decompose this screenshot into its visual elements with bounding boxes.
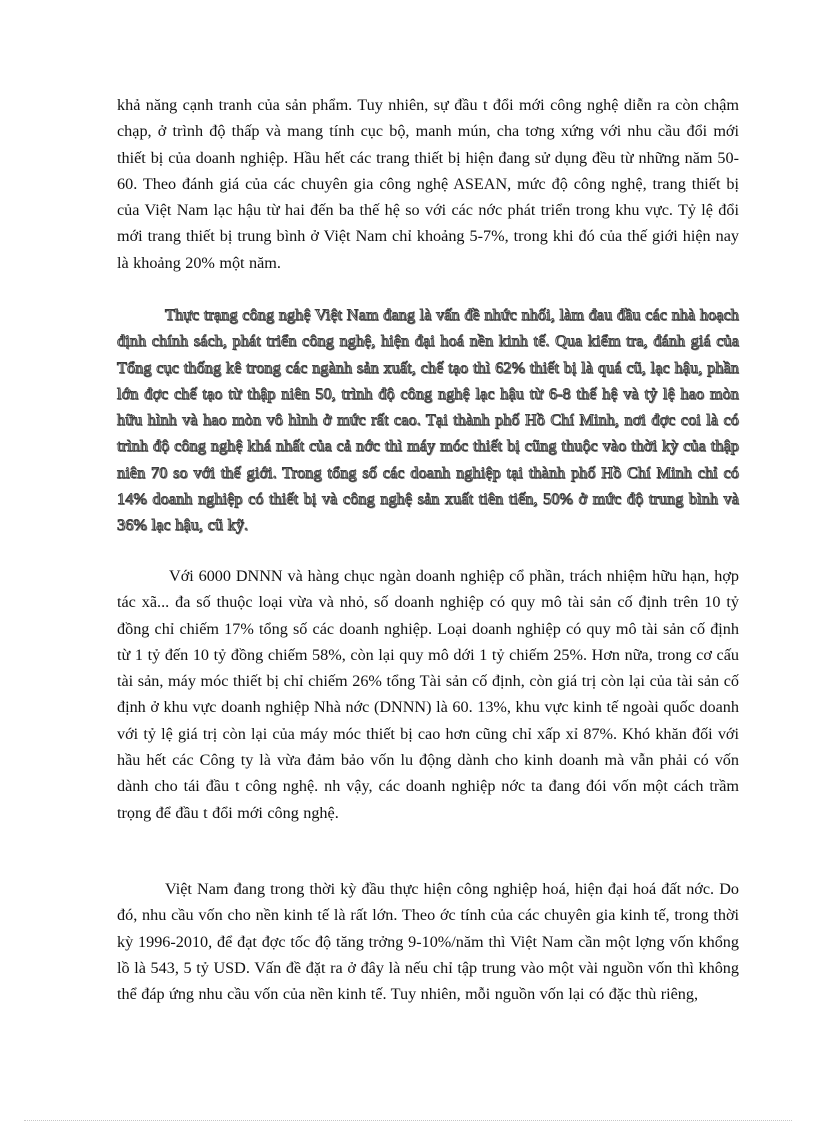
paragraph-enterprise-assets: Với 6000 DNNN và hàng chục ngàn doanh nghiệp cổ phần, trách nhiệm hữu hạn, hợp tác xã... đa số thuộc loại vừa và nhỏ, số doanh nghiệp có quy mô tài sản cố định trên 10 tỷ đồng chỉ chiếm 17% tổng số các doanh nghiệp. Loại doanh nghiệp có quy mô tài sản cố định từ 1 tỷ đến 10 tỷ đồng chiếm 58%, còn lại quy mô dới 1 tỷ chiếm 25%. Hơn nữa, trong cơ cấu tài sản, máy móc thiết bị chỉ chiếm 26% tổng Tài sản cố định, còn giá trị còn lại của tài sản cố định ở khu vực doanh nghiệp Nhà nớc (DNNN) là 60. 13%, khu vực kinh tế ngoài quốc doanh với tỷ lệ giá trị còn lại của máy móc thiết bị cao hơn cũng chỉ xấp xỉ 87%. Khó khăn đối với hầu hết các Công ty là vừa đảm bảo vốn lu động dành cho kinh doanh mà vẫn phải có vốn dành cho tái đầu t công nghệ. nh vậy, các doanh nghiệp nớc ta đang đói vốn một cách trầm trọng để đầu t đổi mới công nghệ. <box>117 567 739 822</box>
paragraph-capital-needs: Việt Nam đang trong thời kỳ đầu thực hiện công nghiệp hoá, hiện đại hoá đất nớc. Do đó, nhu cầu vốn cho nền kinh tế là rất lớn. Theo ớc tính của các chuyên gia kinh tế, trong thời kỳ 1996-2010, để đạt đợc tốc độ tăng trởng 9-10%/năm thì Việt Nam cần một lợng vốn khổng lồ là 543, 5 tỷ USD. Vấn đề đặt ra ở đây là nếu chỉ tập trung vào một vài nguồn vốn thì không thể đáp ứng nhu cầu vốn của nền kinh tế. Tuy nhiên, mỗi nguồn vốn lại có đặc thù riêng, <box>117 880 739 1004</box>
paragraph-technology-renewal: khả năng cạnh tranh của sản phẩm. Tuy nhiên, sự đầu t đổi mới công nghệ diễn ra còn chậm chạp, ở trình độ thấp và mang tính cục bộ, manh mún, cha tơng xứng với nhu cầu đổi mới thiết bị của doanh nghiệp. Hầu hết các trang thiết bị hiện đang sử dụng đều từ những năm 50-60. Theo đánh giá của các chuyên gia công nghệ ASEAN, mức độ công nghệ, trang thiết bị của Việt Nam lạc hậu từ hai đến ba thế hệ so với các nớc phát triển trong khu vực. Tỷ lệ đổi mới trang thiết bị trung bình ở Việt Nam chỉ khoảng 5-7%, trong khi đó của thế giới hiện nay là khoảng 20% một năm. <box>117 96 739 272</box>
paragraph-technology-status-outlined: Thực trạng công nghệ Việt Nam đang là vấn đề nhức nhối, làm đau đầu các nhà hoạch định chính sách, phát triển công nghệ, hiện đại hoá nền kinh tế. Qua kiểm tra, đánh giá của Tổng cục thống kê trong các ngành sản xuất, chế tạo thì 62% thiết bị là quá cũ, lạc hậu, phần lớn đợc chế tạo từ thập niên 50, trình độ công nghệ lạc hậu từ 6-8 thế hệ và tỷ lệ hao mòn hữu hình và hao mòn vô hình ở mức rất cao. Tại thành phố Hồ Chí Minh, nơi đợc coi là có trình độ công nghệ khá nhất của cả nớc thì máy móc thiết bị cũng thuộc vào thời kỳ của thập niên 70 so với thế giới. Trong tổng số các doanh nghiệp tại thành phố Hồ Chí Minh chỉ có 14% doanh nghiệp có thiết bị và công nghệ sản xuất tiên tiến, 50% ở mức độ trung bình và 36% lạc hậu, cũ kỹ. <box>117 306 739 535</box>
page-bottom-dotted-rule <box>24 1120 792 1121</box>
